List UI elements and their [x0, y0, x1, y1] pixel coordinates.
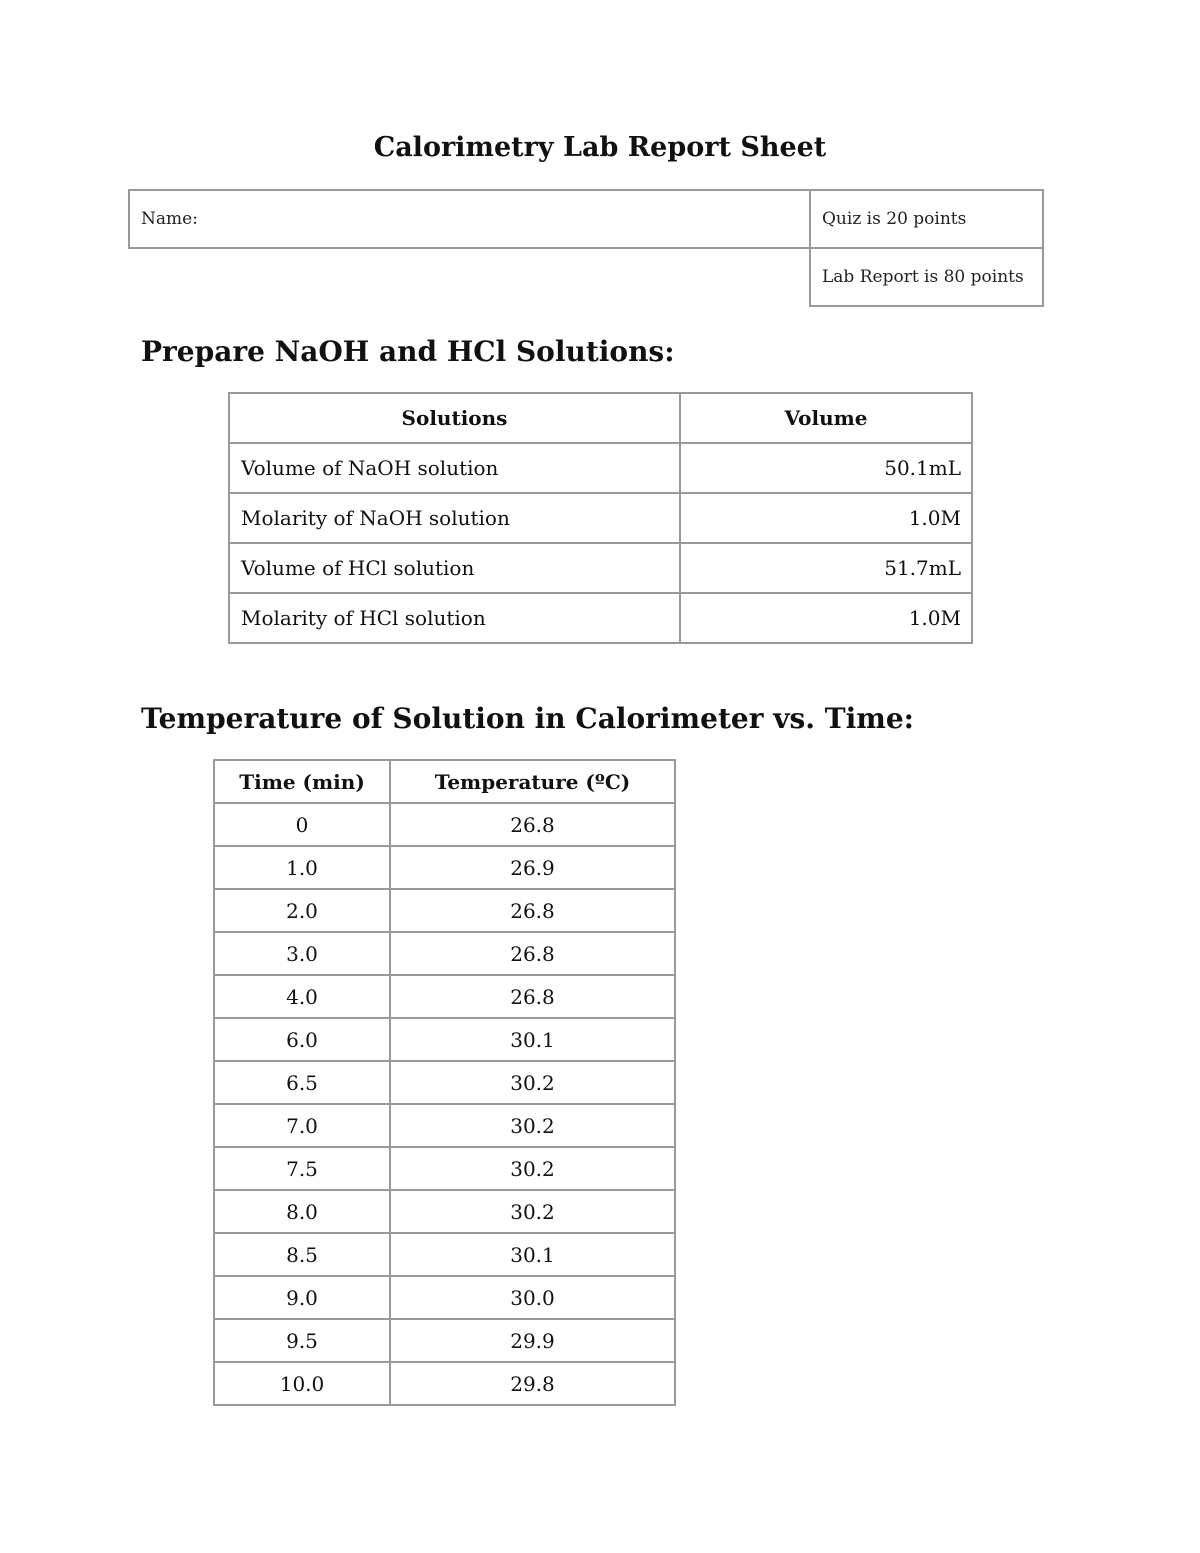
table-row — [214, 1147, 675, 1190]
table-row — [229, 443, 972, 493]
solution-value-cell: 50.1mL — [680, 443, 972, 493]
solutions-table — [228, 392, 973, 644]
time-cell: 8.0 — [214, 1190, 390, 1233]
column-header-temperature: Temperature (ºC) — [390, 760, 675, 803]
time-cell: 0 — [214, 803, 390, 846]
solution-value-cell: 1.0M — [680, 493, 972, 543]
time-cell: 6.5 — [214, 1061, 390, 1104]
table-row — [214, 846, 675, 889]
solutions-header-row — [229, 393, 972, 443]
temperature-header-row — [214, 760, 675, 803]
page-title: Calorimetry Lab Report Sheet — [373, 132, 827, 163]
solution-label-cell: Molarity of NaOH solution — [229, 493, 680, 543]
temperature-table — [213, 759, 676, 1406]
temperature-cell: 30.2 — [390, 1190, 675, 1233]
temperature-cell: 26.9 — [390, 846, 675, 889]
temperature-cell: 29.9 — [390, 1319, 675, 1362]
time-cell: 9.0 — [214, 1276, 390, 1319]
table-row — [214, 1233, 675, 1276]
table-row — [214, 975, 675, 1018]
header-row-lab — [129, 248, 1043, 306]
solutions-heading: Prepare NaOH and HCl Solutions: — [141, 335, 675, 368]
temperature-cell: 26.8 — [390, 803, 675, 846]
table-row — [214, 1190, 675, 1233]
time-cell: 3.0 — [214, 932, 390, 975]
time-cell: 10.0 — [214, 1362, 390, 1405]
temperature-cell: 30.1 — [390, 1233, 675, 1276]
quiz-points-cell: Quiz is 20 points — [810, 190, 1043, 248]
table-row — [214, 932, 675, 975]
temperature-heading: Temperature of Solution in Calorimeter vs. Time: — [141, 702, 915, 735]
solution-value-cell: 51.7mL — [680, 543, 972, 593]
name-field[interactable]: Name: — [129, 190, 810, 248]
temperature-cell: 30.0 — [390, 1276, 675, 1319]
column-header-volume: Volume — [680, 393, 972, 443]
time-cell: 7.0 — [214, 1104, 390, 1147]
table-row — [214, 889, 675, 932]
table-row — [214, 1018, 675, 1061]
solution-value-cell: 1.0M — [680, 593, 972, 643]
column-header-solutions: Solutions — [229, 393, 680, 443]
header-info-table — [128, 189, 1044, 307]
lab-points-cell: Lab Report is 80 points — [810, 248, 1043, 306]
empty-cell — [129, 248, 810, 306]
table-row — [214, 1362, 675, 1405]
temperature-cell: 30.2 — [390, 1061, 675, 1104]
temperature-cell: 26.8 — [390, 889, 675, 932]
table-row — [214, 1319, 675, 1362]
temperature-cell: 26.8 — [390, 932, 675, 975]
temperature-cell: 29.8 — [390, 1362, 675, 1405]
time-cell: 4.0 — [214, 975, 390, 1018]
header-row-name — [129, 190, 1043, 248]
table-row — [214, 1276, 675, 1319]
time-cell: 1.0 — [214, 846, 390, 889]
time-cell: 2.0 — [214, 889, 390, 932]
time-cell: 6.0 — [214, 1018, 390, 1061]
table-row — [229, 593, 972, 643]
solution-label-cell: Molarity of HCl solution — [229, 593, 680, 643]
table-row — [214, 803, 675, 846]
time-cell: 8.5 — [214, 1233, 390, 1276]
time-cell: 9.5 — [214, 1319, 390, 1362]
temperature-cell: 30.2 — [390, 1104, 675, 1147]
table-row — [229, 543, 972, 593]
temperature-cell: 30.1 — [390, 1018, 675, 1061]
time-cell: 7.5 — [214, 1147, 390, 1190]
solution-label-cell: Volume of HCl solution — [229, 543, 680, 593]
table-row — [214, 1061, 675, 1104]
table-row — [229, 493, 972, 543]
solution-label-cell: Volume of NaOH solution — [229, 443, 680, 493]
temperature-cell: 30.2 — [390, 1147, 675, 1190]
column-header-time: Time (min) — [214, 760, 390, 803]
table-row — [214, 1104, 675, 1147]
temperature-cell: 26.8 — [390, 975, 675, 1018]
